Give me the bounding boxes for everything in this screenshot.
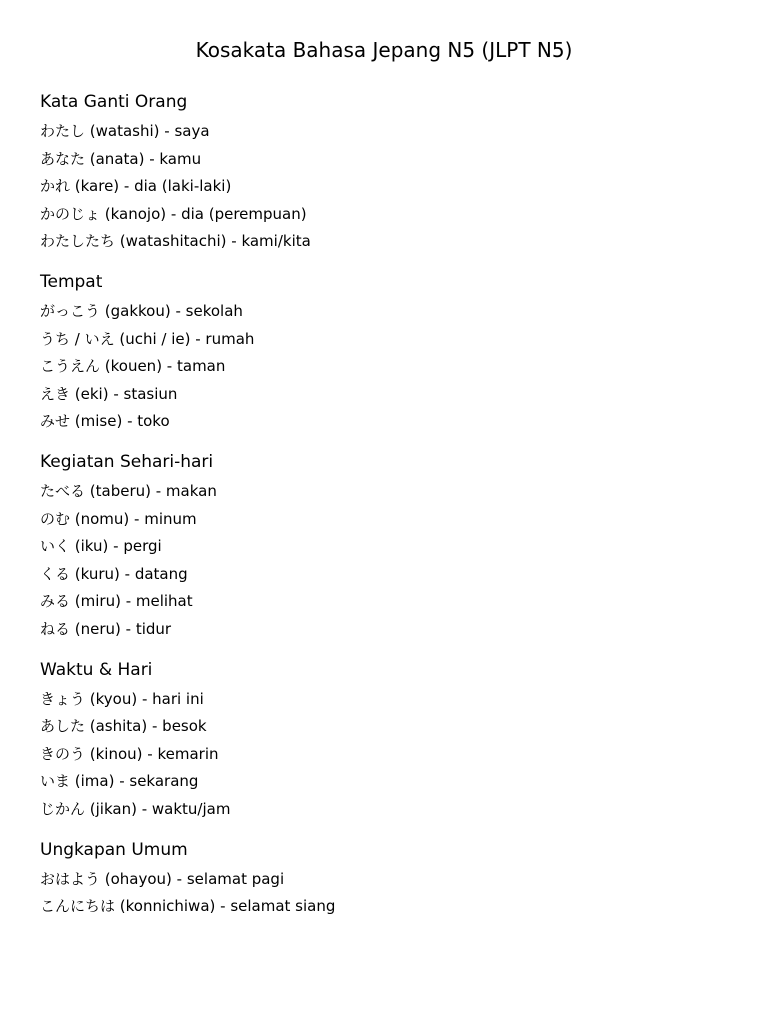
section-heading: Kegiatan Sehari-hari	[40, 452, 214, 472]
vocab-entry: きのう (kinou) - kemarin	[40, 744, 219, 763]
vocab-entry: いま (ima) - sekarang	[40, 772, 199, 790]
vocab-entry: こんにちは (konnichiwa) - selamat siang	[40, 897, 336, 915]
vocab-entry: わたし (watashi) - saya	[40, 122, 210, 140]
section-heading: Kata Ganti Orang	[40, 92, 188, 112]
vocab-entry: かれ (kare) - dia (laki-laki)	[40, 177, 232, 195]
section-ungkapan-umum	[40, 838, 740, 917]
vocab-entry: きょう (kyou) - hari ini	[40, 689, 204, 708]
vocab-entry: みせ (mise) - toko	[40, 412, 170, 430]
section-heading: Ungkapan Umum	[40, 839, 188, 860]
section-heading: Tempat	[40, 272, 103, 292]
vocab-entry: あした (ashita) - besok	[40, 717, 207, 735]
vocab-entry: ねる (neru) - tidur	[40, 619, 172, 638]
section-waktu-hari	[40, 658, 740, 819]
vocab-entry: のむ (nomu) - minum	[40, 509, 197, 528]
vocab-entry: たべる (taberu) - makan	[40, 482, 217, 500]
section-heading: Waktu & Hari	[40, 659, 153, 680]
vocab-entry: がっこう (gakkou) - sekolah	[40, 302, 243, 320]
vocab-entry: えき (eki) - stasiun	[40, 384, 178, 403]
page-title: Kosakata Bahasa Jepang N5 (JLPT N5)	[195, 38, 573, 62]
vocab-entry: こうえん (kouen) - taman	[40, 357, 226, 375]
vocab-entry: じかん (jikan) - waktu/jam	[40, 799, 231, 818]
vocab-entry: おはよう (ohayou) - selamat pagi	[40, 869, 285, 888]
vocab-entry: うち / いえ (uchi / ie) - rumah	[40, 329, 255, 348]
vocab-entry: かのじょ (kanojo) - dia (perempuan)	[40, 204, 307, 223]
vocab-entry: わたしたち (watashitachi) - kami/kita	[40, 232, 311, 250]
vocabulary-list	[40, 90, 740, 935]
vocab-entry: くる (kuru) - datang	[40, 564, 188, 583]
vocab-entry: いく (iku) - pergi	[40, 537, 162, 555]
vocab-entry: みる (miru) - melihat	[40, 592, 193, 610]
section-kegiatan-sehari-hari	[40, 450, 740, 639]
section-tempat	[40, 270, 740, 431]
vocab-entry: あなた (anata) - kamu	[40, 149, 202, 168]
section-kata-ganti-orang	[40, 90, 740, 251]
